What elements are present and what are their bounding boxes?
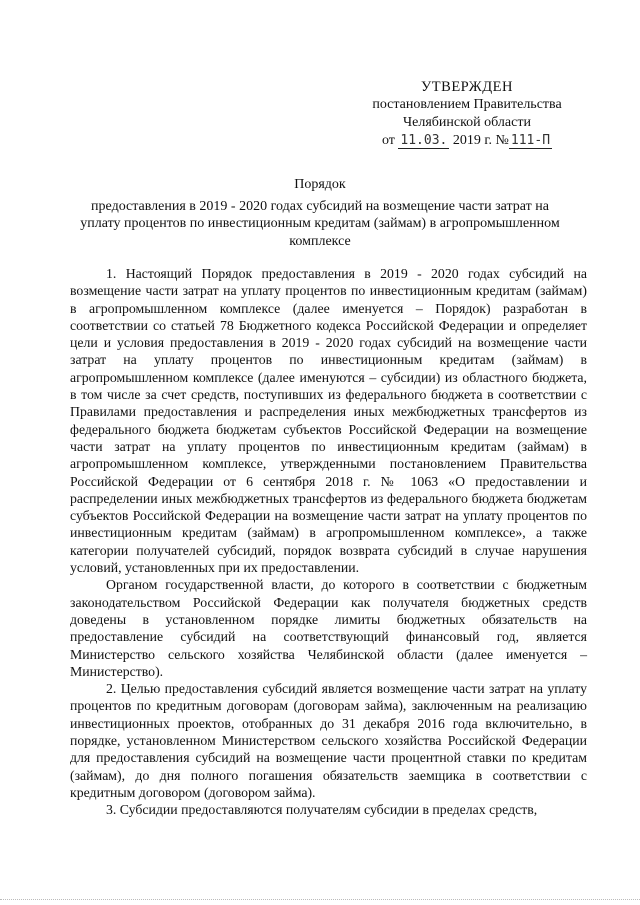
document-title <box>70 176 570 250</box>
approval-line-1: постановлением Правительства <box>372 97 562 112</box>
title-line-2: предоставления в 2019 - 2020 годах субсидий на возмещение части затрат на уплату процентов по инвестиционным кредитам (займам) в агропромышленном комплексе <box>80 198 560 249</box>
approval-line-2: Челябинской области <box>403 115 531 130</box>
page-bottom-edge <box>0 899 640 900</box>
paragraph: 3. Субсидии предоставляются получателям субсидии в пределах средств, <box>106 802 538 818</box>
approval-number: 111-П <box>510 133 551 148</box>
approval-heading: УТВЕРЖДЕН <box>421 79 513 95</box>
approval-year: 2019 г. <box>452 133 493 148</box>
number-label: № <box>495 133 509 148</box>
title-line-1: Порядок <box>294 177 346 192</box>
approval-date-line <box>352 132 582 150</box>
document-body <box>70 265 587 819</box>
approval-date: 11.03. <box>400 133 448 148</box>
paragraph: 1. Настоящий Порядок предоставления в 2019 - 2020 годах субсидий на возмещение части затрат на уплату процентов по инвестиционным кредитам (займам) в агропромышленном комплексе (далее именуется – Порядок) разработан в соответствии со статьей 78 Бюджетного кодекса Российской Федерации и определяет цели и условия предоставления в 2019 - 2020 годах субсидий на возмещение части затрат на уплату процентов по инвестиционным кредитам (займам) в агропромышленном комплексе (далее именуются – субсидии) из областного бюджета, в том числе за счет средств, поступивших из федерального бюджета в соответствии с Правилами предоставления и распределения иных межбюджетных трансфертов из федерального бюджета бюджетам субъектов Российской Федерации на возмещение части затрат на уплату процентов по инвестиционным кредитам (займам) в агропромышленном комплексе, утвержденными постановлением Правительства Российской Федерации от 6 сентября 2018 г. № 1063 «О предоставлении и распределении иных межбюджетных трансфертов из федерального бюджета бюджетам субъектов Российской Федерации на возмещение части затрат на уплату процентов по инвестиционным кредитам (займам) в агропромышленном комплексе», а также категории получателей субсидий, порядок возврата субсидий в случае нарушения условий, установленных при их предоставлении. <box>70 266 587 576</box>
paragraph: Органом государственной власти, до которого в соответствии с бюджетным законодательством Российской Федерации как получателя бюджетных средств доведены в установленном порядке лимиты бюджетных обязательств на предоставление субсидий на соответствующий финансовый год, является Министерство сельского хозяйства Челябинской области (далее именуется – Министерство). <box>70 577 587 679</box>
paragraph: 2. Целью предоставления субсидий является возмещение части затрат на уплату процентов по кредитным договорам (договорам займа), заключенным на реализацию инвестиционных проектов, отобранных до 31 декабря 2016 года включительно, в порядке, установленном Министерством сельского хозяйства Российской Федерации для предоставления субсидий на возмещение части процентной ставки по кредитам (займам), до дня полного погашения обязательств заемщика в соответствии с кредитным договором (договором займа). <box>70 681 587 800</box>
from-label: от <box>381 133 395 148</box>
approval-stamp <box>352 78 582 150</box>
